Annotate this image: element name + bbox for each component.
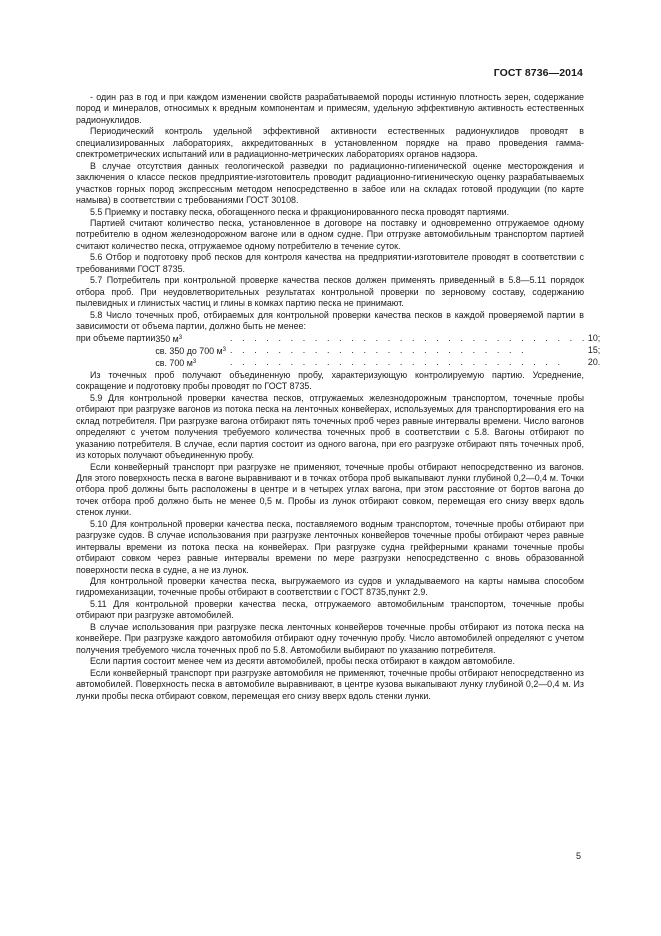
paragraph: - один раз в год и при каждом изменении свойств разрабатываемой породы истинную плотность зерен, содержание пород и минералов, относимых к вредным компонентам и примесям, удельную эффективную активность естественных радионуклидов. [76,92,584,125]
table-leader-dots: . . . . . . . . . . . . . . . . . . . . . . . . . [230,344,528,355]
paragraph: Для контрольной проверки качества песка, выгружаемого из судов и укладываемого на карты намыва способом гидромеханизации, точечные пробы отбирают в соответствии с ГОСТ 8735,пункт 2.9. [76,576,584,598]
section-heading: 5.5 Приемку и поставку песка, обогащенного песка и фракционированного песка проводят партиями. [90,206,510,217]
paragraph: 5.8 Число точечных проб, отбираемых для контрольной проверки качества песков в каждой проверяемой партии в зависимости от объема партии, должно быть не менее: [76,309,584,332]
paragraph: 5.6 Отбор и подготовку проб песков для контроля качества на предприятии-изготовителе проводят в соответствии с требованиями ГОСТ 8735. [76,252,584,274]
table-range: св. 700 $м^3$ [155,358,197,369]
table-label: при объеме партии [76,332,156,343]
table-range: 350 $м^3$ [155,333,183,344]
paragraph: 5.11 Для контрольной проверки качества песка, отгружаемого автомобильным транспортом, точечные пробы отбирают при разгрузке автомобилей. [76,598,584,621]
table-value: 20. [587,357,601,368]
paragraph: Из точечных проб получают объединенную пробу, характеризующую контролируемую партию. Усреднение, сокращение и подготовку пробы проводят по ГОСТ 8735. [76,369,584,392]
paragraph: Если конвейерный транспорт при разгрузке не применяют, точечные пробы отбирают непосредственно из вагонов. Для этого поверхность песка в вагоне выравнивают и в точках отбора проб выкапывают лунки глубиной 0,2—0,4 м. Точки отбора проб должны быть расположены в центре и в четырех углах вагона, при этом расстояние от бортов вагона до точек отбора проб должно быть не менее 0,5 м. Пробы из лунок отбирают совком, перемещая его снизу вверх вдоль стенок лунки. [76,461,584,518]
table-leader-dots: . . . . . . . . . . . . . . . . . . . . . . . . . . . . . . [230,332,588,343]
table-range: св. 350 до 700 $м^3$ [155,345,226,356]
paragraph: 5.7 Потребитель при контрольной проверке качества песков должен применять приведенный в 5.8—5.11 порядок отбора проб. При неудовлетворительных результатах контрольной проверки по зерновому составу, содержанию пылевидных и глинистых частиц и глины в комках партию песка не принимают. [76,275,584,309]
paragraph: 5.9 Для контрольной проверки качества песков, отгружаемых железнодорожным транспортом, точечные пробы отбирают при разгрузке вагонов из потока песка на ленточных конвейерах, используемых для транспортирования его на склад потребителя. При разгрузке вагона отбирают пять точечных проб через равные интервалы времени. Число вагонов определяют с учетом получения требуемого количества точечных проб в соответствии с 5.8. Вагоны отбирают по указанию потребителя. В случае, если партия состоит из одного вагона, при его разгрузке отбирают пять точечных проб, из которых получают объединенную пробу. [76,392,584,461]
paragraph: Если конвейерный транспорт при разгрузке автомобиля не применяют, точечные пробы отбирают непосредственно из автомобилей. Поверхность песка в автомобиле выравнивают, в центре кузова выкапывают лунку глубиной 0,2—0,4 м. Из лунки пробы песка отбирают совком, перемещая его снизу вверх вдоль стенки лунки. [76,667,584,701]
table-row [76,345,600,357]
paragraph: Периодический контроль удельной эффективной активности естественных радионуклидов проводят в специализированных лабораториях, аккредитованных в установленном порядке на право проведения гамма-спектрометрических испытаний или в радиационно-метрических лабораториях органов надзора. [76,126,584,160]
table-leader-dots: . . . . . . . . . . . . . . . . . . . . . . . . . . . . [230,357,564,368]
table-value: 15; [587,344,601,355]
paragraph: Если партия состоит менее чем из десяти автомобилей, пробы песка отбирают в каждом автомобиле. [90,656,515,667]
paragraph: В случае использования при разгрузке песка ленточных конвейеров точечные пробы отбирают из потока песка на конвейере. При разгрузке каждого автомобиля отбирают одну точечную пробу. Число автомобилей определяют с учетом получения требуемого числа точечных проб по 5.8. Автомобили выбирают по указанию потребителя. [76,621,584,655]
paragraph: Партией считают количество песка, установленное в договоре на поставку и одновременно отгружаемое одному потребителю в одном железнодорожном вагоне или в одном судне. При отгрузке автомобильным транспортом партией считают количество песка, отгружаемое одному потребителю в течение суток. [76,217,584,251]
table-value: 10; [587,332,601,343]
sample-count-table [76,333,600,370]
paragraph: В случае отсутствия данных геологической разведки по радиационно-гигиенической оценке месторождения и заключения о классе песков предприятие-изготовитель проводит радиационно-гигиеническую оценку разрабатываемых участков горных пород экспрессным методом непосредственно в забое или на складах готовой продукции (по карте намыва) в соответствии с требованиями ГОСТ 30108. [76,160,584,206]
table-row [76,333,600,345]
document-header: ГОСТ 8736—2014 [493,67,583,79]
table-row [76,357,600,369]
page-number: 5 [575,851,581,861]
paragraph: 5.10 Для контрольной проверки качества песка, поставляемого водным транспортом, точечные пробы отбирают при разгрузке судов. В случае использования при разгрузке ленточных конвейеров точечные пробы отбирают через равные интервалы времени из потока песка на конвейерах. При разгрузке судна грейферными кранами точечные пробы отбирают совком через равные интервалы времени по мере разгрузки непосредственно с вновь образованной поверхности песка в судне, а не из лунок. [76,518,584,575]
document-body [76,92,601,702]
